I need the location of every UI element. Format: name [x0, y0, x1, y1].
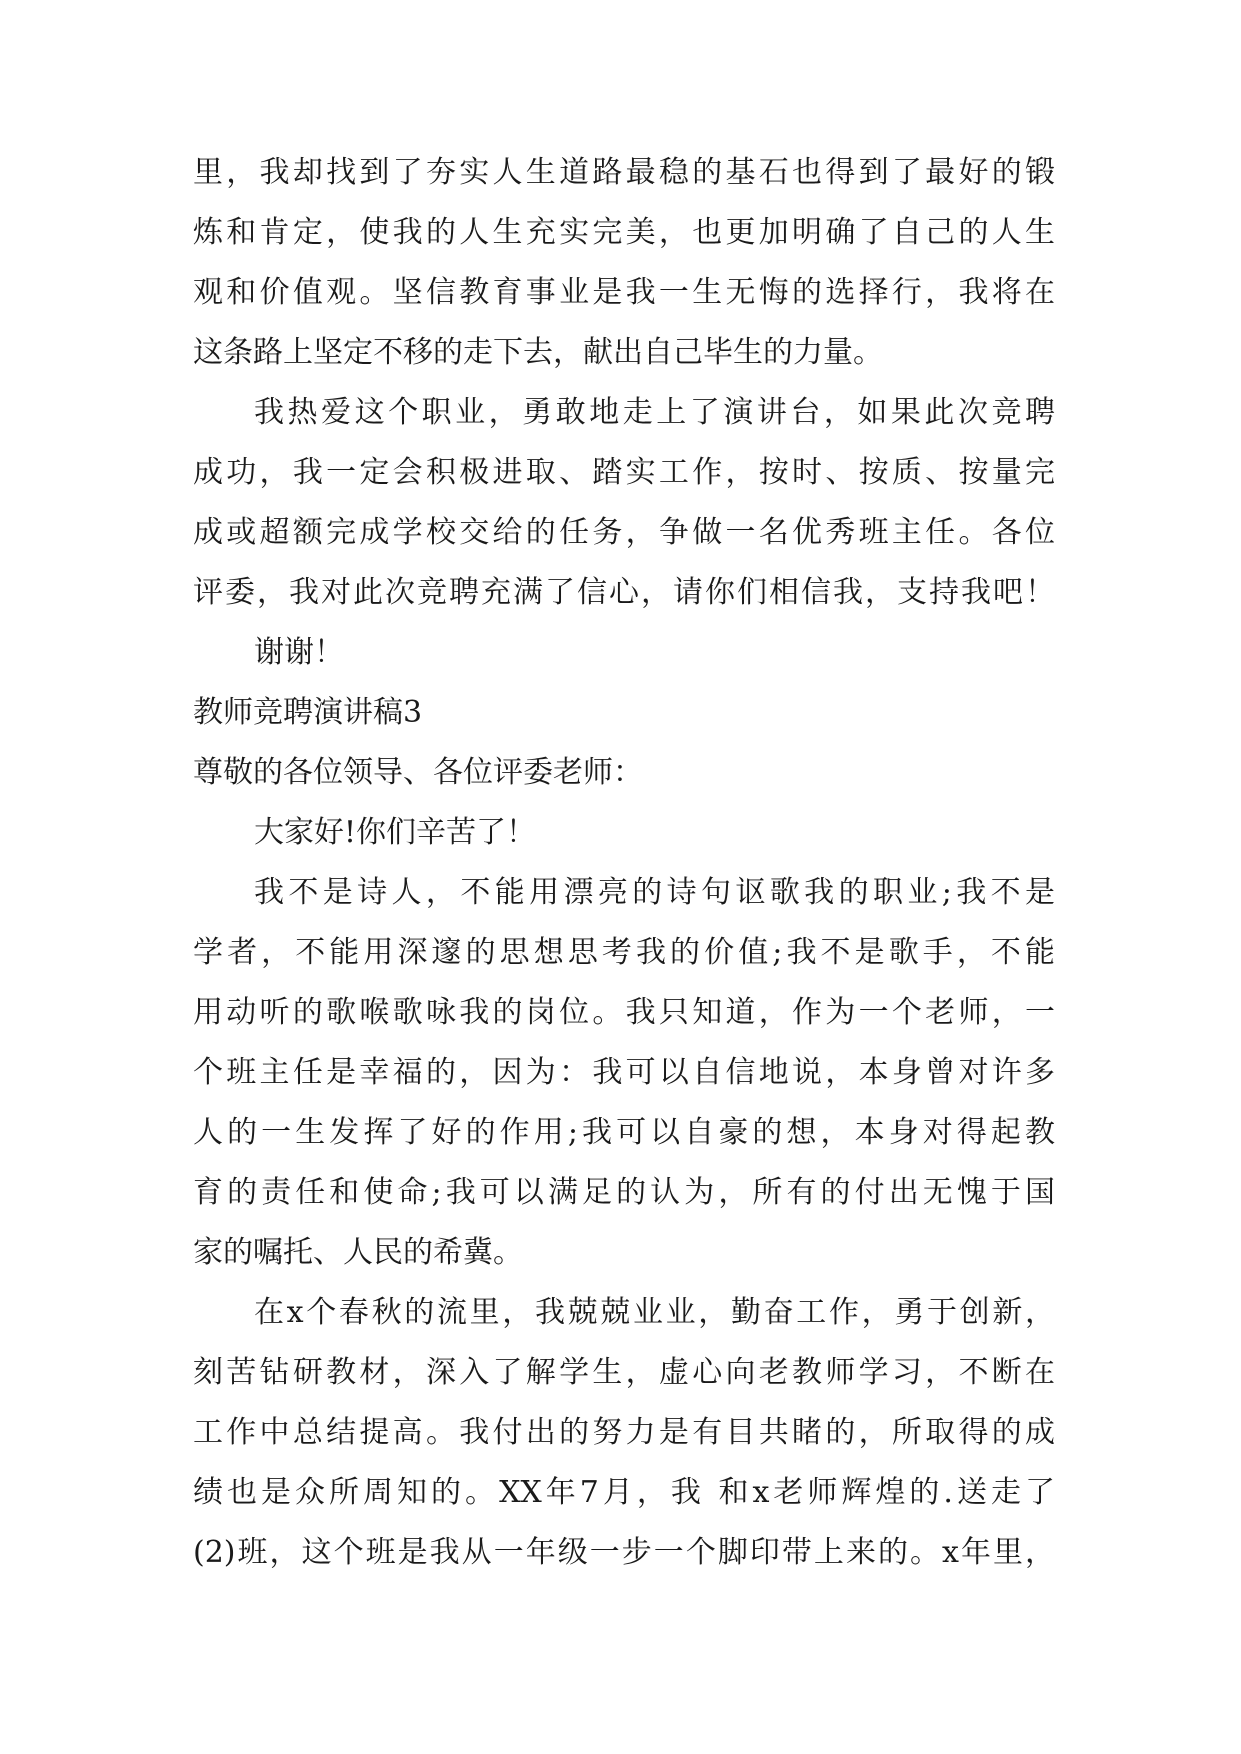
text-line: 个班主任是幸福的，因为：我可以自信地说，本身曾对许多 — [193, 1055, 1055, 1090]
text-line: (2)班，这个班是我从一年级一步一个脚印带上来的。x年里， — [193, 1535, 1055, 1570]
salutation: 尊敬的各位领导、各位评委老师： — [193, 755, 643, 790]
text-line: 育的责任和使命;我可以满足的认为，所有的付出无愧于国 — [193, 1175, 1055, 1210]
text-line: 学者，不能用深邃的思想思考我的价值;我不是歌手，不能 — [193, 935, 1055, 970]
paragraph-4 — [193, 1295, 1055, 1570]
paragraph-2 — [193, 395, 1055, 610]
text-line: 观和价值观。坚信教育事业是我一生无悔的选择行，我将在 — [193, 275, 1055, 310]
text-line: 里，我却找到了夯实人生道路最稳的基石也得到了最好的锻 — [193, 155, 1055, 190]
text-line: 炼和肯定，使我的人生充实完美，也更加明确了自己的人生 — [193, 215, 1055, 250]
paragraph-3 — [193, 875, 1055, 1270]
text-line: 用动听的歌喉歌咏我的岗位。我只知道，作为一个老师，一 — [193, 995, 1055, 1030]
greeting: 大家好!你们辛苦了！ — [254, 815, 537, 850]
text-line: 人的一生发挥了好的作用;我可以自豪的想，本身对得起教 — [193, 1115, 1055, 1150]
text-line: 我不是诗人，不能用漂亮的诗句讴歌我的职业;我不是 — [254, 875, 1055, 910]
paragraph-1 — [193, 155, 1055, 370]
document-body — [193, 155, 1055, 1598]
text-line: 工作中总结提高。我付出的努力是有目共睹的，所取得的成 — [193, 1415, 1055, 1450]
text-line: 成功，我一定会积极进取、踏实工作，按时、按质、按量完 — [193, 455, 1055, 490]
text-line: 绩也是众所周知的。XX年7月，我 和x老师辉煌的.送走了 — [193, 1475, 1055, 1510]
text-line: 我热爱这个职业，勇敢地走上了演讲台，如果此次竞聘 — [254, 395, 1055, 430]
section-title: 教师竞聘演讲稿3 — [193, 695, 423, 730]
text-line: 家的嘱托、人民的希冀。 — [193, 1235, 523, 1270]
text-line: 刻苦钻研教材，深入了解学生，虚心向老教师学习，不断在 — [193, 1355, 1055, 1390]
text-line: 评委，我对此次竞聘充满了信心，请你们相信我，支持我吧！ — [193, 575, 1055, 610]
thanks-line: 谢谢！ — [254, 635, 344, 670]
text-line: 这条路上坚定不移的走下去，献出自己毕生的力量。 — [193, 335, 883, 370]
text-line: 成或超额完成学校交给的任务，争做一名优秀班主任。各位 — [193, 515, 1055, 550]
text-line: 在x个春秋的流里，我兢兢业业，勤奋工作，勇于创新， — [254, 1295, 1055, 1330]
